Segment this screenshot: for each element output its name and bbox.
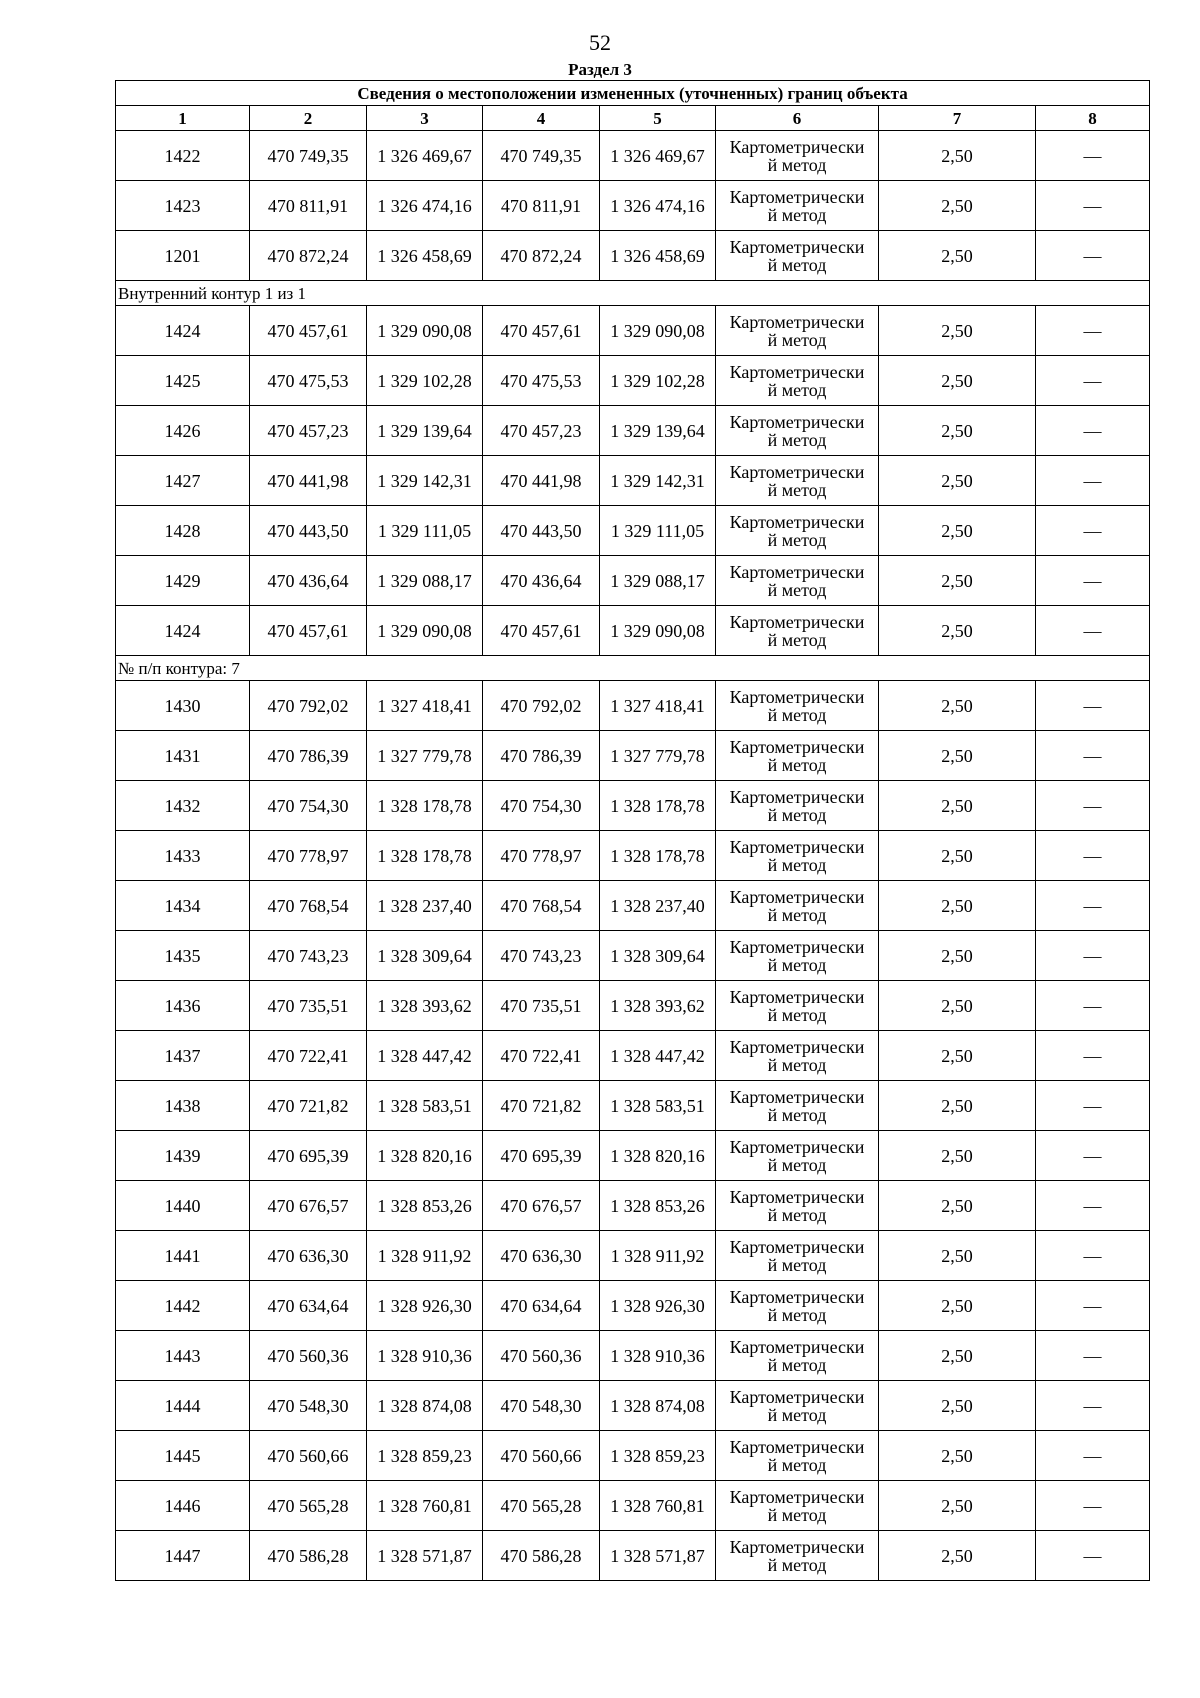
cell-refined-x: 470 768,54	[483, 881, 600, 931]
cell-point-number: 1437	[116, 1031, 250, 1081]
cell-refined-x: 470 792,02	[483, 681, 600, 731]
cell-refined-y: 1 329 142,31	[600, 456, 716, 506]
cell-description: —	[1036, 306, 1150, 356]
cell-accuracy: 2,50	[879, 356, 1036, 406]
cell-existing-y: 1 328 760,81	[367, 1481, 483, 1531]
cell-description: —	[1036, 131, 1150, 181]
table-row	[116, 1181, 1150, 1231]
cell-existing-y: 1 326 474,16	[367, 181, 483, 231]
cell-description: —	[1036, 731, 1150, 781]
cell-refined-x: 470 560,36	[483, 1331, 600, 1381]
cell-method: Картометрически й метод	[716, 981, 879, 1031]
cell-accuracy: 2,50	[879, 731, 1036, 781]
cell-point-number: 1432	[116, 781, 250, 831]
cell-existing-x: 470 586,28	[250, 1531, 367, 1581]
cell-refined-x: 470 441,98	[483, 456, 600, 506]
cell-method: Картометрически й метод	[716, 681, 879, 731]
cell-existing-y: 1 328 910,36	[367, 1331, 483, 1381]
cell-existing-y: 1 326 458,69	[367, 231, 483, 281]
cell-point-number: 1430	[116, 681, 250, 731]
cell-description: —	[1036, 981, 1150, 1031]
contour-label: Внутренний контур 1 из 1	[116, 281, 1150, 306]
cell-refined-x: 470 695,39	[483, 1131, 600, 1181]
cell-refined-x: 470 586,28	[483, 1531, 600, 1581]
cell-point-number: 1446	[116, 1481, 250, 1531]
cell-method: Картометрически й метод	[716, 506, 879, 556]
cell-existing-y: 1 329 090,08	[367, 306, 483, 356]
cell-method: Картометрически й метод	[716, 231, 879, 281]
table-row	[116, 1381, 1150, 1431]
table-title-row	[116, 81, 1150, 106]
cell-point-number: 1439	[116, 1131, 250, 1181]
cell-refined-x: 470 548,30	[483, 1381, 600, 1431]
cell-description: —	[1036, 456, 1150, 506]
cell-accuracy: 2,50	[879, 181, 1036, 231]
cell-refined-y: 1 328 820,16	[600, 1131, 716, 1181]
cell-description: —	[1036, 556, 1150, 606]
cell-refined-y: 1 328 393,62	[600, 981, 716, 1031]
cell-method: Картометрически й метод	[716, 831, 879, 881]
cell-refined-x: 470 778,97	[483, 831, 600, 881]
cell-existing-y: 1 329 090,08	[367, 606, 483, 656]
cell-refined-x: 470 676,57	[483, 1181, 600, 1231]
cell-method: Картометрически й метод	[716, 356, 879, 406]
table-row	[116, 456, 1150, 506]
cell-existing-x: 470 743,23	[250, 931, 367, 981]
cell-existing-y: 1 328 820,16	[367, 1131, 483, 1181]
cell-existing-x: 470 792,02	[250, 681, 367, 731]
cell-existing-y: 1 329 142,31	[367, 456, 483, 506]
table-row	[116, 1481, 1150, 1531]
cell-accuracy: 2,50	[879, 1431, 1036, 1481]
cell-description: —	[1036, 881, 1150, 931]
cell-accuracy: 2,50	[879, 556, 1036, 606]
cell-description: —	[1036, 1031, 1150, 1081]
cell-existing-x: 470 676,57	[250, 1181, 367, 1231]
cell-method: Картометрически й метод	[716, 1231, 879, 1281]
cell-accuracy: 2,50	[879, 456, 1036, 506]
cell-existing-y: 1 328 874,08	[367, 1381, 483, 1431]
cell-existing-x: 470 457,23	[250, 406, 367, 456]
cell-accuracy: 2,50	[879, 1281, 1036, 1331]
cell-point-number: 1424	[116, 306, 250, 356]
cell-point-number: 1447	[116, 1531, 250, 1581]
cell-refined-y: 1 328 910,36	[600, 1331, 716, 1381]
cell-existing-y: 1 328 237,40	[367, 881, 483, 931]
cell-existing-x: 470 634,64	[250, 1281, 367, 1331]
cell-existing-y: 1 329 088,17	[367, 556, 483, 606]
cell-accuracy: 2,50	[879, 1331, 1036, 1381]
cell-description: —	[1036, 1281, 1150, 1331]
table-row	[116, 406, 1150, 456]
cell-existing-x: 470 475,53	[250, 356, 367, 406]
cell-existing-y: 1 327 779,78	[367, 731, 483, 781]
cell-refined-x: 470 457,61	[483, 606, 600, 656]
cell-existing-y: 1 326 469,67	[367, 131, 483, 181]
table-row	[116, 731, 1150, 781]
table-row	[116, 1231, 1150, 1281]
cell-existing-y: 1 328 911,92	[367, 1231, 483, 1281]
cell-refined-y: 1 329 102,28	[600, 356, 716, 406]
cell-method: Картометрически й метод	[716, 556, 879, 606]
table-row	[116, 1431, 1150, 1481]
cell-description: —	[1036, 781, 1150, 831]
column-header: 5	[600, 106, 716, 131]
table-row	[116, 831, 1150, 881]
cell-description: —	[1036, 506, 1150, 556]
cell-refined-x: 470 457,61	[483, 306, 600, 356]
cell-description: —	[1036, 831, 1150, 881]
cell-refined-y: 1 329 139,64	[600, 406, 716, 456]
cell-refined-y: 1 328 447,42	[600, 1031, 716, 1081]
cell-accuracy: 2,50	[879, 306, 1036, 356]
cell-accuracy: 2,50	[879, 1231, 1036, 1281]
cell-existing-x: 470 722,41	[250, 1031, 367, 1081]
cell-accuracy: 2,50	[879, 1481, 1036, 1531]
cell-point-number: 1428	[116, 506, 250, 556]
cell-existing-x: 470 560,66	[250, 1431, 367, 1481]
cell-refined-y: 1 328 911,92	[600, 1231, 716, 1281]
cell-accuracy: 2,50	[879, 1531, 1036, 1581]
cell-description: —	[1036, 681, 1150, 731]
cell-existing-y: 1 328 571,87	[367, 1531, 483, 1581]
cell-refined-y: 1 328 760,81	[600, 1481, 716, 1531]
cell-refined-y: 1 326 474,16	[600, 181, 716, 231]
cell-existing-y: 1 328 178,78	[367, 781, 483, 831]
cell-refined-y: 1 326 458,69	[600, 231, 716, 281]
cell-refined-x: 470 872,24	[483, 231, 600, 281]
cell-refined-x: 470 722,41	[483, 1031, 600, 1081]
cell-existing-x: 470 695,39	[250, 1131, 367, 1181]
cell-refined-y: 1 328 583,51	[600, 1081, 716, 1131]
cell-accuracy: 2,50	[879, 681, 1036, 731]
column-header: 4	[483, 106, 600, 131]
cell-existing-x: 470 443,50	[250, 506, 367, 556]
cell-accuracy: 2,50	[879, 1181, 1036, 1231]
cell-method: Картометрически й метод	[716, 131, 879, 181]
cell-description: —	[1036, 1231, 1150, 1281]
cell-refined-y: 1 326 469,67	[600, 131, 716, 181]
cell-refined-x: 470 811,91	[483, 181, 600, 231]
cell-method: Картометрически й метод	[716, 1181, 879, 1231]
cell-refined-y: 1 328 178,78	[600, 781, 716, 831]
cell-refined-x: 470 565,28	[483, 1481, 600, 1531]
cell-method: Картометрически й метод	[716, 1131, 879, 1181]
cell-point-number: 1422	[116, 131, 250, 181]
cell-point-number: 1445	[116, 1431, 250, 1481]
table-row	[116, 506, 1150, 556]
cell-point-number: 1436	[116, 981, 250, 1031]
cell-point-number: 1425	[116, 356, 250, 406]
cell-method: Картометрически й метод	[716, 1031, 879, 1081]
cell-refined-y: 1 328 874,08	[600, 1381, 716, 1431]
cell-description: —	[1036, 181, 1150, 231]
cell-refined-x: 470 786,39	[483, 731, 600, 781]
cell-accuracy: 2,50	[879, 881, 1036, 931]
cell-method: Картометрически й метод	[716, 1331, 879, 1381]
cell-description: —	[1036, 1181, 1150, 1231]
cell-existing-x: 470 457,61	[250, 606, 367, 656]
column-header: 6	[716, 106, 879, 131]
cell-point-number: 1424	[116, 606, 250, 656]
cell-point-number: 1434	[116, 881, 250, 931]
cell-accuracy: 2,50	[879, 231, 1036, 281]
table-row	[116, 881, 1150, 931]
cell-description: —	[1036, 1131, 1150, 1181]
cell-point-number: 1429	[116, 556, 250, 606]
table-row	[116, 231, 1150, 281]
cell-existing-x: 470 565,28	[250, 1481, 367, 1531]
table-row	[116, 556, 1150, 606]
column-header: 7	[879, 106, 1036, 131]
table-row	[116, 981, 1150, 1031]
table-row	[116, 931, 1150, 981]
cell-description: —	[1036, 1381, 1150, 1431]
boundary-coordinates-table	[115, 80, 1150, 1581]
section-title: Раздел 3	[568, 60, 632, 79]
cell-accuracy: 2,50	[879, 1081, 1036, 1131]
column-number-row	[116, 106, 1150, 131]
cell-accuracy: 2,50	[879, 606, 1036, 656]
cell-point-number: 1442	[116, 1281, 250, 1331]
cell-description: —	[1036, 1531, 1150, 1581]
contour-label: № п/п контура: 7	[116, 656, 1150, 681]
cell-method: Картометрически й метод	[716, 1481, 879, 1531]
cell-description: —	[1036, 931, 1150, 981]
cell-method: Картометрически й метод	[716, 1381, 879, 1431]
cell-existing-x: 470 457,61	[250, 306, 367, 356]
cell-existing-y: 1 328 583,51	[367, 1081, 483, 1131]
cell-refined-x: 470 634,64	[483, 1281, 600, 1331]
cell-point-number: 1444	[116, 1381, 250, 1431]
table-title: Сведения о местоположении измененных (уточненных) границ объекта	[116, 81, 1150, 106]
cell-existing-x: 470 636,30	[250, 1231, 367, 1281]
cell-existing-y: 1 327 418,41	[367, 681, 483, 731]
cell-existing-x: 470 872,24	[250, 231, 367, 281]
table-row	[116, 1281, 1150, 1331]
cell-existing-y: 1 328 393,62	[367, 981, 483, 1031]
cell-method: Картометрически й метод	[716, 1531, 879, 1581]
cell-refined-y: 1 328 926,30	[600, 1281, 716, 1331]
cell-description: —	[1036, 1081, 1150, 1131]
cell-method: Картометрически й метод	[716, 781, 879, 831]
table-row	[116, 781, 1150, 831]
cell-accuracy: 2,50	[879, 406, 1036, 456]
table-row	[116, 1531, 1150, 1581]
cell-existing-x: 470 768,54	[250, 881, 367, 931]
cell-refined-x: 470 749,35	[483, 131, 600, 181]
cell-method: Картометрически й метод	[716, 181, 879, 231]
table-row	[116, 306, 1150, 356]
cell-description: —	[1036, 356, 1150, 406]
cell-refined-y: 1 328 859,23	[600, 1431, 716, 1481]
page-number: 52	[589, 30, 611, 55]
cell-existing-x: 470 560,36	[250, 1331, 367, 1381]
cell-point-number: 1431	[116, 731, 250, 781]
column-header: 1	[116, 106, 250, 131]
cell-method: Картометрически й метод	[716, 1281, 879, 1331]
table-row	[116, 181, 1150, 231]
cell-refined-y: 1 329 111,05	[600, 506, 716, 556]
table-row	[116, 606, 1150, 656]
cell-existing-x: 470 811,91	[250, 181, 367, 231]
cell-refined-y: 1 327 779,78	[600, 731, 716, 781]
cell-point-number: 1201	[116, 231, 250, 281]
column-header: 8	[1036, 106, 1150, 131]
cell-point-number: 1441	[116, 1231, 250, 1281]
cell-description: —	[1036, 1481, 1150, 1531]
cell-point-number: 1426	[116, 406, 250, 456]
cell-refined-x: 470 436,64	[483, 556, 600, 606]
cell-existing-x: 470 754,30	[250, 781, 367, 831]
cell-method: Картометрически й метод	[716, 881, 879, 931]
cell-existing-y: 1 328 859,23	[367, 1431, 483, 1481]
cell-existing-y: 1 328 853,26	[367, 1181, 483, 1231]
cell-refined-x: 470 457,23	[483, 406, 600, 456]
cell-existing-y: 1 328 178,78	[367, 831, 483, 881]
cell-refined-x: 470 735,51	[483, 981, 600, 1031]
cell-description: —	[1036, 606, 1150, 656]
cell-accuracy: 2,50	[879, 506, 1036, 556]
cell-point-number: 1423	[116, 181, 250, 231]
table-row	[116, 1031, 1150, 1081]
cell-method: Картометрически й метод	[716, 731, 879, 781]
column-header: 2	[250, 106, 367, 131]
cell-method: Картометрически й метод	[716, 306, 879, 356]
cell-refined-x: 470 754,30	[483, 781, 600, 831]
table-row	[116, 1131, 1150, 1181]
cell-refined-x: 470 560,66	[483, 1431, 600, 1481]
cell-method: Картометрически й метод	[716, 606, 879, 656]
cell-refined-y: 1 329 090,08	[600, 606, 716, 656]
cell-existing-y: 1 328 447,42	[367, 1031, 483, 1081]
cell-existing-y: 1 329 139,64	[367, 406, 483, 456]
table-row	[116, 131, 1150, 181]
cell-refined-y: 1 329 090,08	[600, 306, 716, 356]
cell-description: —	[1036, 1331, 1150, 1381]
cell-existing-x: 470 778,97	[250, 831, 367, 881]
cell-refined-y: 1 328 571,87	[600, 1531, 716, 1581]
column-header: 3	[367, 106, 483, 131]
cell-existing-x: 470 548,30	[250, 1381, 367, 1431]
cell-existing-y: 1 328 926,30	[367, 1281, 483, 1331]
cell-accuracy: 2,50	[879, 981, 1036, 1031]
cell-accuracy: 2,50	[879, 831, 1036, 881]
cell-method: Картометрически й метод	[716, 456, 879, 506]
cell-method: Картометрически й метод	[716, 1431, 879, 1481]
cell-refined-x: 470 743,23	[483, 931, 600, 981]
cell-description: —	[1036, 406, 1150, 456]
cell-existing-y: 1 328 309,64	[367, 931, 483, 981]
cell-accuracy: 2,50	[879, 1031, 1036, 1081]
cell-existing-x: 470 436,64	[250, 556, 367, 606]
cell-refined-y: 1 328 178,78	[600, 831, 716, 881]
cell-method: Картометрически й метод	[716, 406, 879, 456]
cell-existing-x: 470 786,39	[250, 731, 367, 781]
cell-point-number: 1438	[116, 1081, 250, 1131]
cell-refined-x: 470 443,50	[483, 506, 600, 556]
cell-method: Картометрически й метод	[716, 1081, 879, 1131]
cell-refined-x: 470 721,82	[483, 1081, 600, 1131]
table-row	[116, 1081, 1150, 1131]
cell-accuracy: 2,50	[879, 1131, 1036, 1181]
contour-label-row	[116, 281, 1150, 306]
cell-point-number: 1440	[116, 1181, 250, 1231]
cell-accuracy: 2,50	[879, 131, 1036, 181]
table-body	[116, 131, 1150, 1581]
cell-accuracy: 2,50	[879, 1381, 1036, 1431]
cell-existing-x: 470 749,35	[250, 131, 367, 181]
cell-point-number: 1435	[116, 931, 250, 981]
cell-existing-x: 470 441,98	[250, 456, 367, 506]
table-row	[116, 356, 1150, 406]
cell-refined-y: 1 328 853,26	[600, 1181, 716, 1231]
cell-existing-x: 470 735,51	[250, 981, 367, 1031]
table-row	[116, 681, 1150, 731]
cell-point-number: 1427	[116, 456, 250, 506]
table-row	[116, 1331, 1150, 1381]
cell-accuracy: 2,50	[879, 781, 1036, 831]
cell-point-number: 1443	[116, 1331, 250, 1381]
cell-refined-y: 1 327 418,41	[600, 681, 716, 731]
cell-refined-y: 1 329 088,17	[600, 556, 716, 606]
cell-description: —	[1036, 1431, 1150, 1481]
cell-point-number: 1433	[116, 831, 250, 881]
cell-existing-y: 1 329 111,05	[367, 506, 483, 556]
cell-refined-y: 1 328 309,64	[600, 931, 716, 981]
cell-refined-x: 470 636,30	[483, 1231, 600, 1281]
cell-existing-x: 470 721,82	[250, 1081, 367, 1131]
cell-existing-y: 1 329 102,28	[367, 356, 483, 406]
contour-label-row	[116, 656, 1150, 681]
cell-method: Картометрически й метод	[716, 931, 879, 981]
cell-refined-y: 1 328 237,40	[600, 881, 716, 931]
cell-description: —	[1036, 231, 1150, 281]
cell-accuracy: 2,50	[879, 931, 1036, 981]
cell-refined-x: 470 475,53	[483, 356, 600, 406]
